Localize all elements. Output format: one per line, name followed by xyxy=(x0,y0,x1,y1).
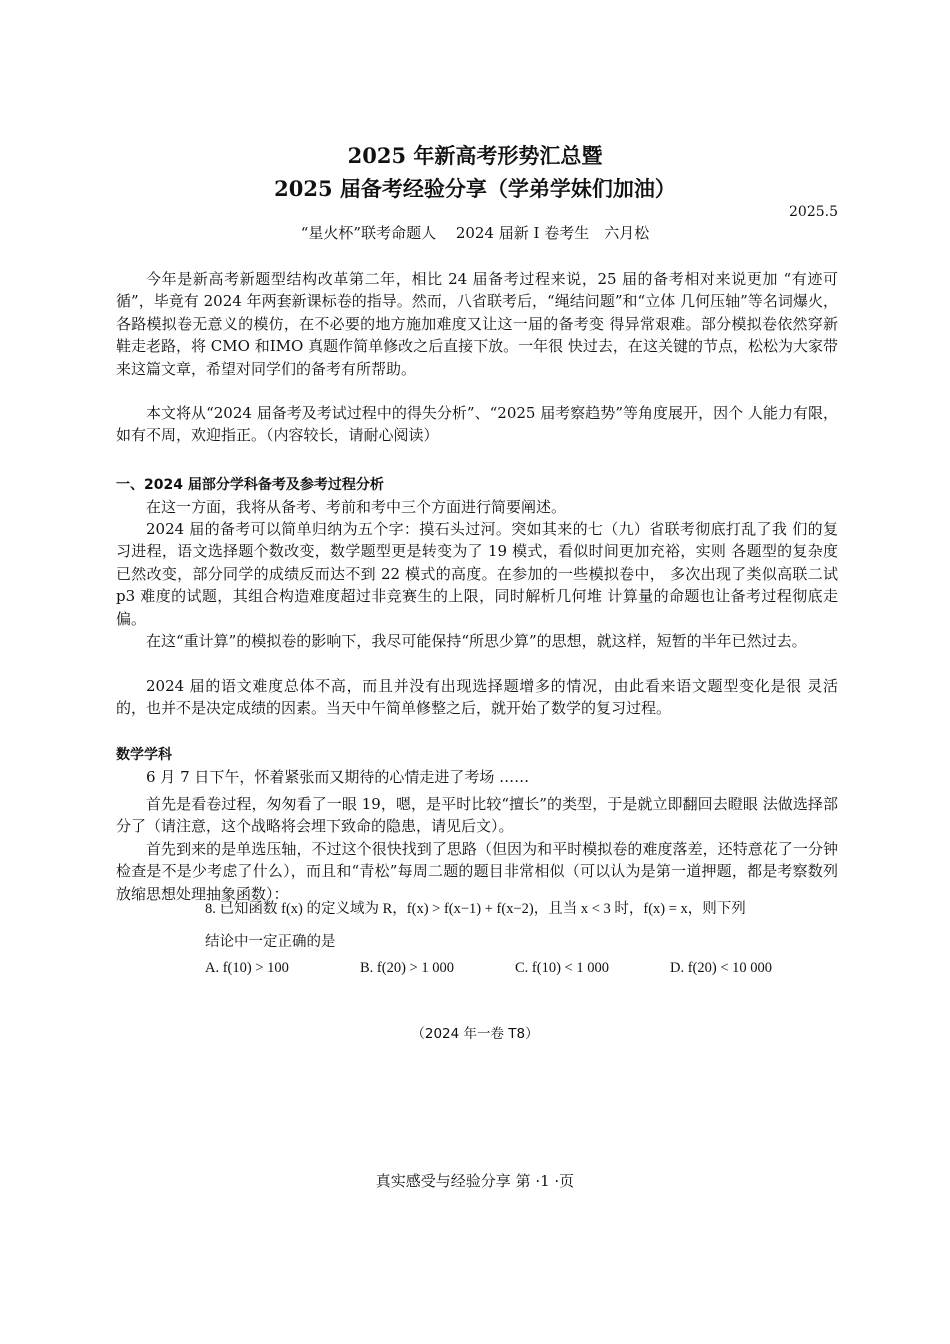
math-heading: 数学学科 xyxy=(116,747,172,763)
option-b: B. f(20) > 1 000 xyxy=(360,960,454,976)
document-date: 2025.5 xyxy=(789,204,838,220)
document-title-line2: 2025 届备考经验分享（学弟学妹们加油） xyxy=(274,176,676,201)
document-title-line1: 2025 年新高考形势汇总暨 xyxy=(347,143,603,168)
math-paragraph-2: 首先是看卷过程，匆匆看了一眼 19，嗯，是平时比较“擅长”的类型，于是就立即翻回去瞪眼 法做选择部分了（请注意，这个战略将会埋下致命的隐患，请见后文）。 xyxy=(116,795,838,836)
intro-paragraph-2: 本文将从“2024 届备考及考试过程中的得失分析”、“2025 届考察趋势”等角度展开，因个 人能力有限，如有不周，欢迎指正。（内容较长，请耐心阅读） xyxy=(116,404,838,445)
section-heading: 一、2024 届部分学科备考及参考过程分析 xyxy=(116,477,384,493)
intro-paragraph-1: 今年是新高考新题型结构改革第二年，相比 24 届备考过程来说，25 届的备考相对来说更加 “有迹可循”，毕竟有 2024 年两套新课标卷的指导。然而，八省联考后，“绳结问题”和“立体 几何压轴”等名词爆火，各路模拟卷无意义的模仿，在不必要的地方施加难度又让这一届的备考变 得异常艰难。部分模拟卷依然穿新鞋走老路，将 CMO 和IMO 真题作简单修改之后直接下放。一年很 快过去，在这关键的节点，松松为大家带来这篇文章，希望对同学们的备考有所帮助。 xyxy=(116,270,838,378)
option-d: D. f(20) < 10 000 xyxy=(670,960,773,976)
problem-stem: 8. 已知函数 f(x) 的定义域为 R，f(x) > f(x−1) + f(x−2)，且当 x < 3 时，f(x) = x，则下列 xyxy=(205,901,746,917)
section-paragraph-3: 在这“重计算”的模拟卷的影响下，我尽可能保持“所思少算”的思想，就这样，短暂的半年已然过去。 xyxy=(146,632,807,650)
math-paragraph-1: 6 月 7 日下午，怀着紧张而又期待的心情走进了考场 …… xyxy=(146,768,530,786)
option-a: A. f(10) > 100 xyxy=(205,960,289,976)
option-c: C. f(10) < 1 000 xyxy=(515,960,609,976)
section-paragraph-2: 2024 届的备考可以简单归纳为五个字：摸石头过河。突如其来的七（九）省联考彻底打乱了我 们的复习进程，语文选择题个数改变，数学题型更是转变为了 19 模式，看似时间更加充裕，实则 各题型的复杂度已然改变，部分同学的成绩反而达不到 22 模式的高度。在参加的一些模拟卷中， 多次出现了类似高联二试 p3 难度的试题，其组合构造难度超过非竞赛生的上限，同时解析几何堆 计算量的命题也让备考过程彻底走偏。 xyxy=(116,520,838,628)
section-paragraph-4: 2024 届的语文难度总体不高，而且并没有出现选择题增多的情况，由此看来语文题型变化是很 灵活的，也并不是决定成绩的因素。当天中午简单修整之后，就开始了数学的复习过程。 xyxy=(116,677,838,718)
author-byline: “星火杯”联考命题人 2024 届新 I 卷考生 六月松 xyxy=(300,224,650,242)
figure-caption: （2024 年一卷 T8） xyxy=(411,1026,539,1042)
page-footer: 真实感受与经验分享 第 ·1 ·页 xyxy=(375,1172,575,1190)
section-paragraph-1: 在这一方面，我将从备考、考前和考中三个方面进行简要阐述。 xyxy=(146,498,567,516)
problem-stem-2: 结论中一定正确的是 xyxy=(205,934,336,950)
math-paragraph-3: 首先到来的是单选压轴，不过这个很快找到了思路（但因为和平时模拟卷的难度落差，还特意花了一分钟检查是不是少考虑了什么），而且和“青松”每周二题的题目非常相似（可以认为是第一道押题，都是考察数列放缩思想处理抽象函数）： xyxy=(116,840,838,903)
problem-options xyxy=(205,960,825,977)
